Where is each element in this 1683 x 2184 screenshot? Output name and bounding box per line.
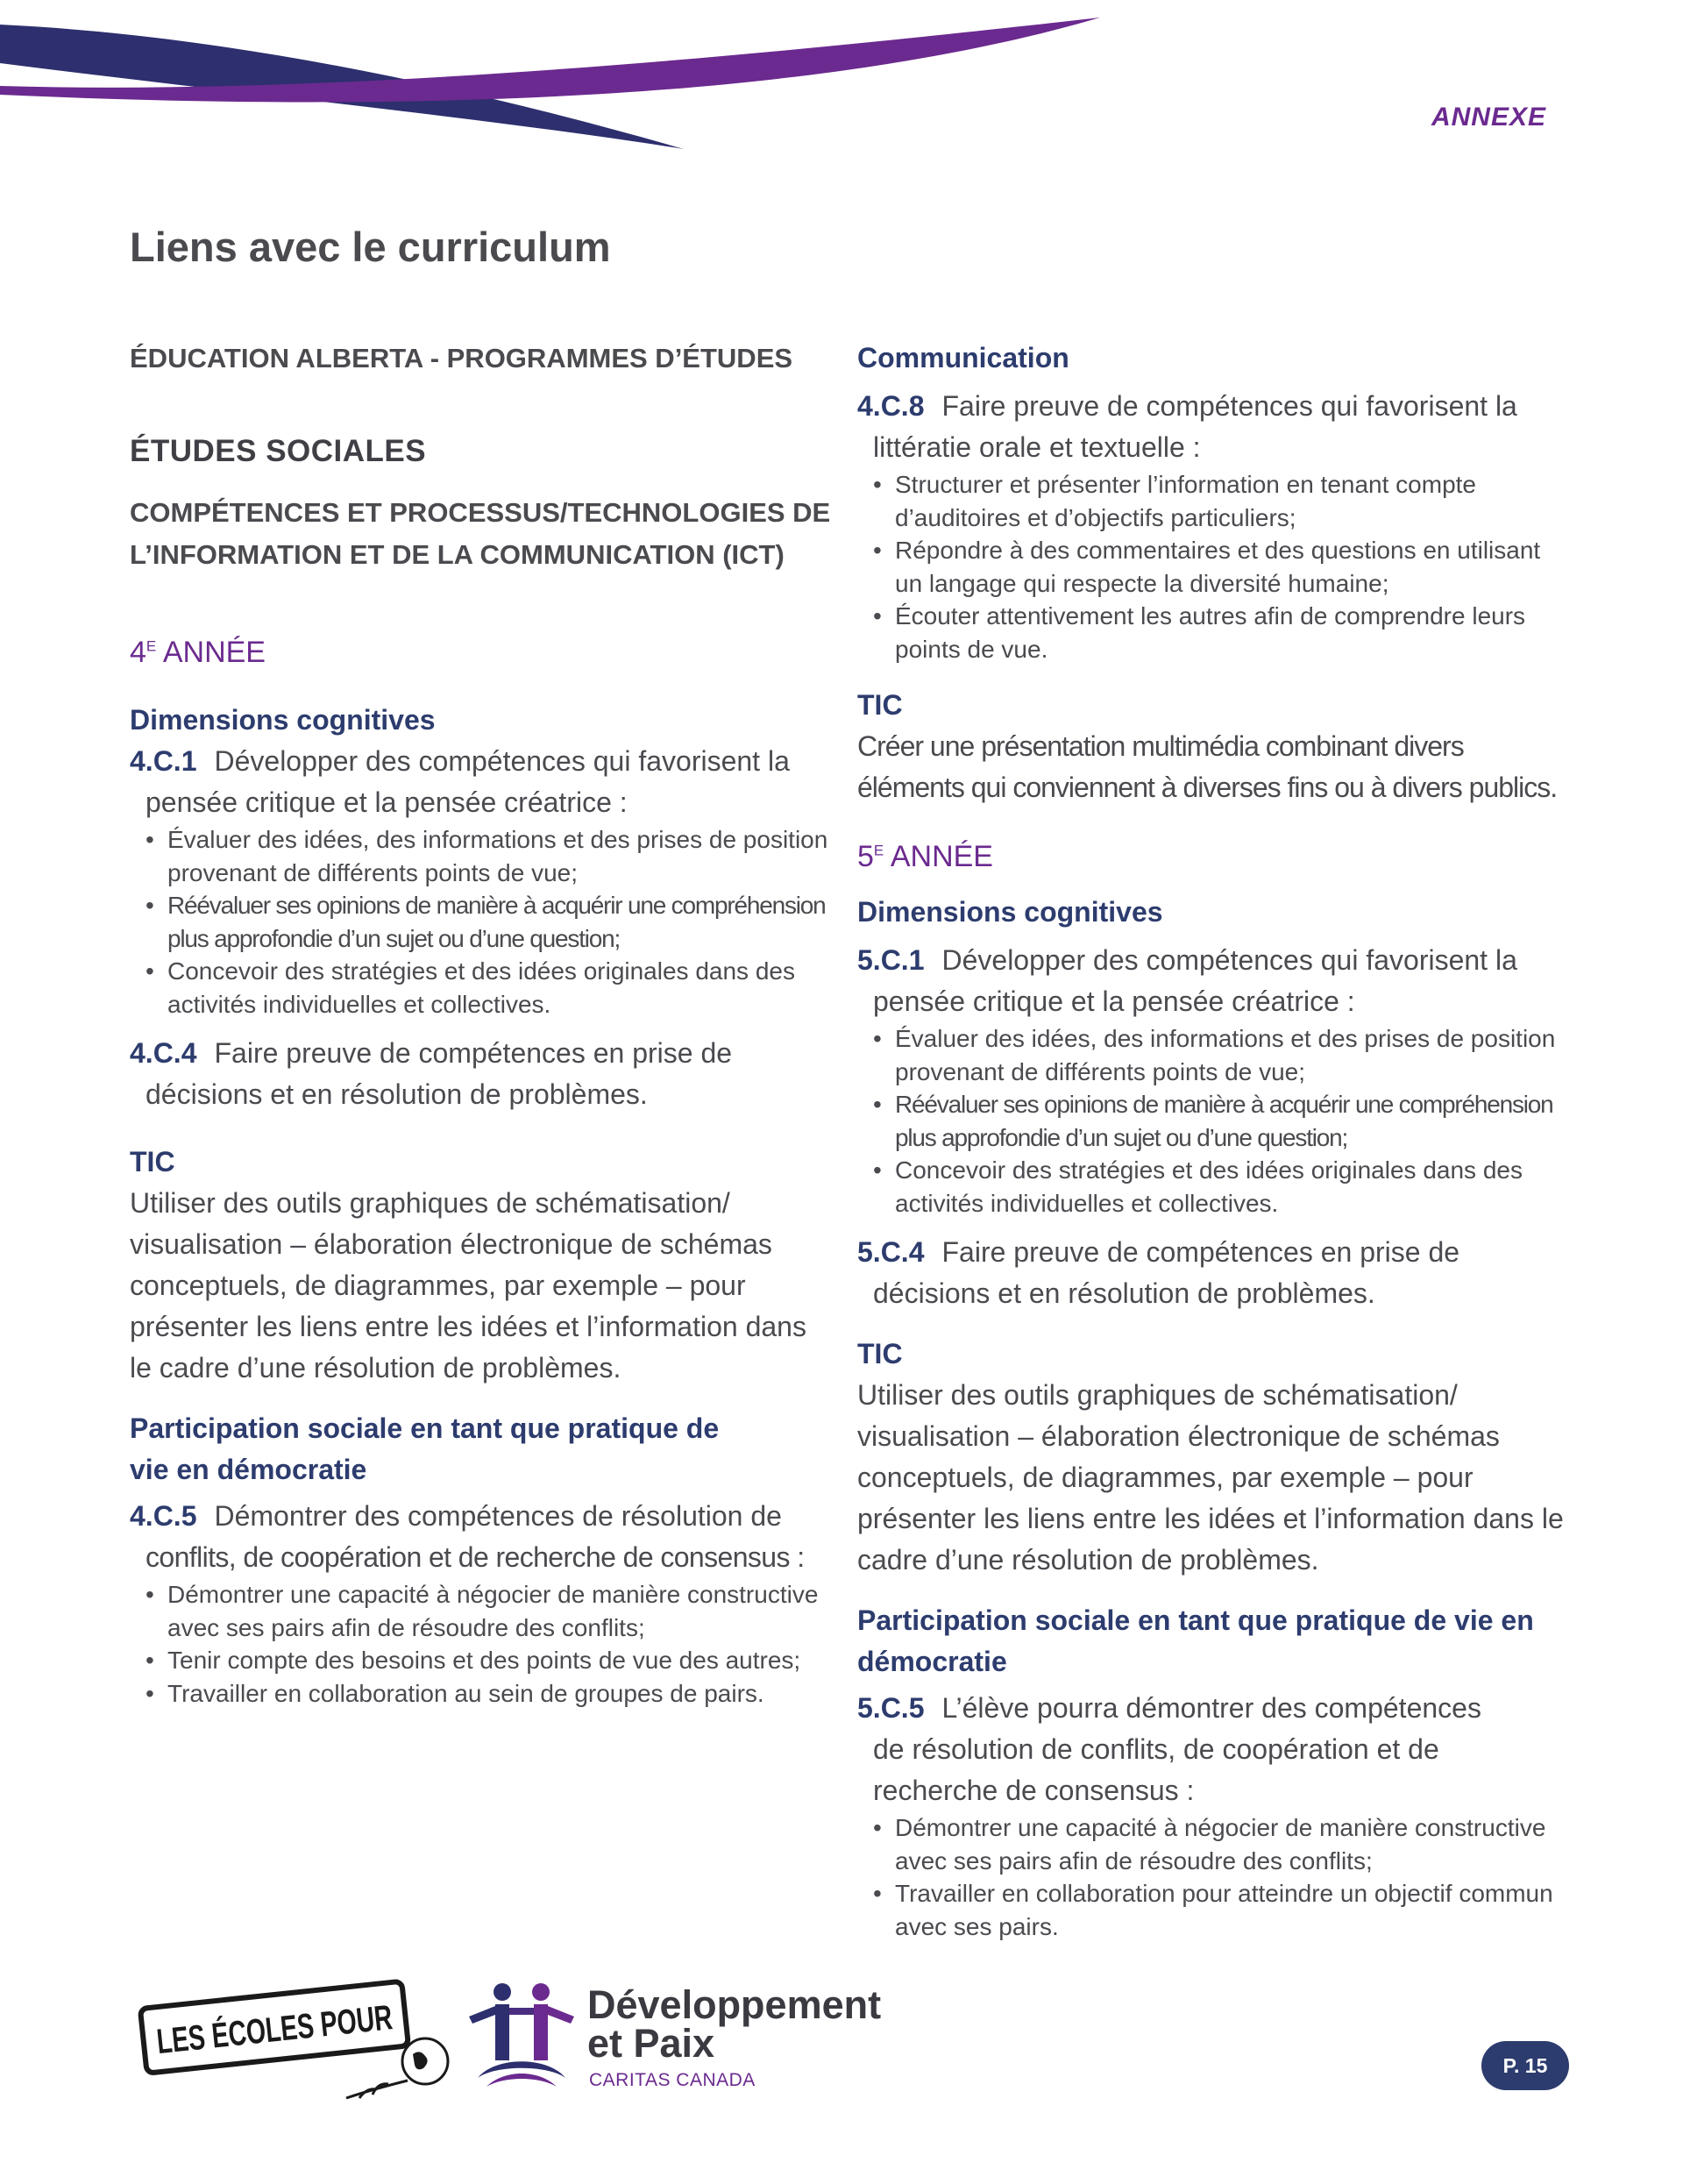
dev-peace-name: Développement [587, 1982, 882, 2027]
tic-heading: TIC [857, 1338, 903, 1369]
grade-4-heading: $4^E$ ANNÉE [130, 636, 266, 669]
page-number-badge: P. 15 [1481, 2041, 1569, 2090]
list-item: • Travailler en collaboration pour atteindre un objectif commun avec ses pairs. [873, 1877, 1567, 1943]
list-item: • Structurer et présenter l’information en tenant compte d’auditoires et d’objectifs particuliers; [873, 468, 1567, 534]
tic-text: Utiliser des outils graphiques de schématisation/ visualisation – élaboration électronique de schémas conceptuels, de diagrammes, par exemple – pour présenter les liens entre les idées et l’information dans le cadre d’une résolution de problèmes. [857, 1379, 1564, 1576]
outcome-4c1: 4.C.1 Développer des compétences qui favorisent la pensée critique et la pensée créatrice : [130, 745, 790, 818]
annexe-label: ANNEXE [1431, 103, 1546, 132]
header-swoosh [0, 0, 1140, 158]
dev-peace-emblem [460, 1973, 583, 2095]
tic-text: Créer une présentation multimédia combinant divers éléments qui conviennent à diverses fins ou à divers publics. [857, 730, 1558, 803]
dim-cog-heading: Dimensions cognitives [857, 896, 1163, 928]
participation-heading: Participation sociale en tant que pratique de vie en démocratie [130, 1412, 720, 1485]
bullets-4c8 [857, 468, 1567, 665]
logo-text: LES ÉCOLES POUR [154, 1988, 491, 2062]
participation-heading: Participation sociale en tant que pratique de vie en démocratie [857, 1604, 1534, 1677]
bullets-4c1 [130, 823, 831, 1021]
list-item: • Réévaluer ses opinions de manière à acquérir une compréhension plus approfondie d’un sujet ou d’une question; [873, 1088, 1567, 1154]
schools-for-logo [136, 1967, 491, 2116]
bullets-5c1 [857, 1022, 1567, 1220]
tic-text: Utiliser des outils graphiques de schématisation/ visualisation – élaboration électronique de schémas conceptuels, de diagrammes, par exemple – pour présenter les liens entre les idées et l’information dans le cadre d’une résolution de problèmes. [130, 1187, 806, 1384]
list-item: • Répondre à des commentaires et des questions en utilisant un langage qui respecte la diversité humaine; [873, 534, 1567, 600]
outcome-4c5: 4.C.5 Démontrer des compétences de résolution de conflits, de coopération et de recherche de consensus : [130, 1500, 805, 1573]
dim-cog-heading: Dimensions cognitives [130, 704, 436, 736]
outcome-4c8: 4.C.8 Faire preuve de compétences qui favorisent la littératie orale et textuelle : [857, 390, 1517, 463]
dev-peace-name-2: et Paix [587, 2021, 715, 2066]
list-item: • Démontrer une capacité à négocier de manière constructive avec ses pairs afin de résoudre des conflits; [146, 1578, 831, 1644]
subject-heading: ÉTUDES SOCIALES [130, 434, 427, 468]
list-item: • Démontrer une capacité à négocier de manière constructive avec ses pairs afin de résoudre des conflits; [873, 1811, 1567, 1877]
list-item: • Travailler en collaboration au sein de groupes de pairs. [146, 1677, 831, 1711]
tic-heading: TIC [857, 689, 903, 721]
list-item: • Concevoir des stratégies et des idées originales dans des activités individuelles et collectives. [873, 1154, 1567, 1220]
left-column [130, 338, 831, 1710]
bullets-4c5 [130, 1578, 831, 1710]
list-item: • Écouter attentivement les autres afin de comprendre leurs points de vue. [873, 600, 1567, 665]
skills-heading: COMPÉTENCES ET PROCESSUS/TECHNOLOGIES DE L’INFORMATION ET DE LA COMMUNICATION (ICT) [130, 497, 831, 570]
bullets-5c5 [857, 1811, 1567, 1943]
outcome-5c5: 5.C.5 L’élève pourra démontrer des compétences de résolution de conflits, de coopération et de recherche de consensus : [857, 1692, 1481, 1806]
list-item: • Évaluer des idées, des informations et des prises de position provenant de différents points de vue; [146, 823, 831, 889]
grade-5-heading: $5^E$ ANNÉE [857, 840, 993, 873]
list-item: • Évaluer des idées, des informations et des prises de position provenant de différents points de vue; [873, 1022, 1567, 1088]
caritas-label: CARITAS CANADA [589, 2070, 756, 2090]
list-item: • Concevoir des stratégies et des idées originales dans des activités individuelles et collectives. [146, 955, 831, 1021]
list-item: • Tenir compte des besoins et des points de vue des autres; [146, 1644, 831, 1677]
outcome-5c1: 5.C.1 Développer des compétences qui favorisent la pensée critique et la pensée créatrice : [857, 944, 1517, 1017]
outcome-5c4: 5.C.4 Faire preuve de compétences en prise de décisions et en résolution de problèmes. [857, 1236, 1460, 1309]
right-column [857, 338, 1567, 1943]
list-item: • Réévaluer ses opinions de manière à acquérir une compréhension plus approfondie d’un sujet ou d’une question; [146, 889, 831, 955]
communication-heading: Communication [857, 342, 1069, 373]
page-title: Liens avec le curriculum [130, 224, 611, 270]
program-heading: ÉDUCATION ALBERTA - PROGRAMMES D’ÉTUDES [130, 343, 793, 373]
tic-heading: TIC [130, 1146, 175, 1177]
outcome-4c4: 4.C.4 Faire preuve de compétences en prise de décisions et en résolution de problèmes. [130, 1037, 733, 1110]
